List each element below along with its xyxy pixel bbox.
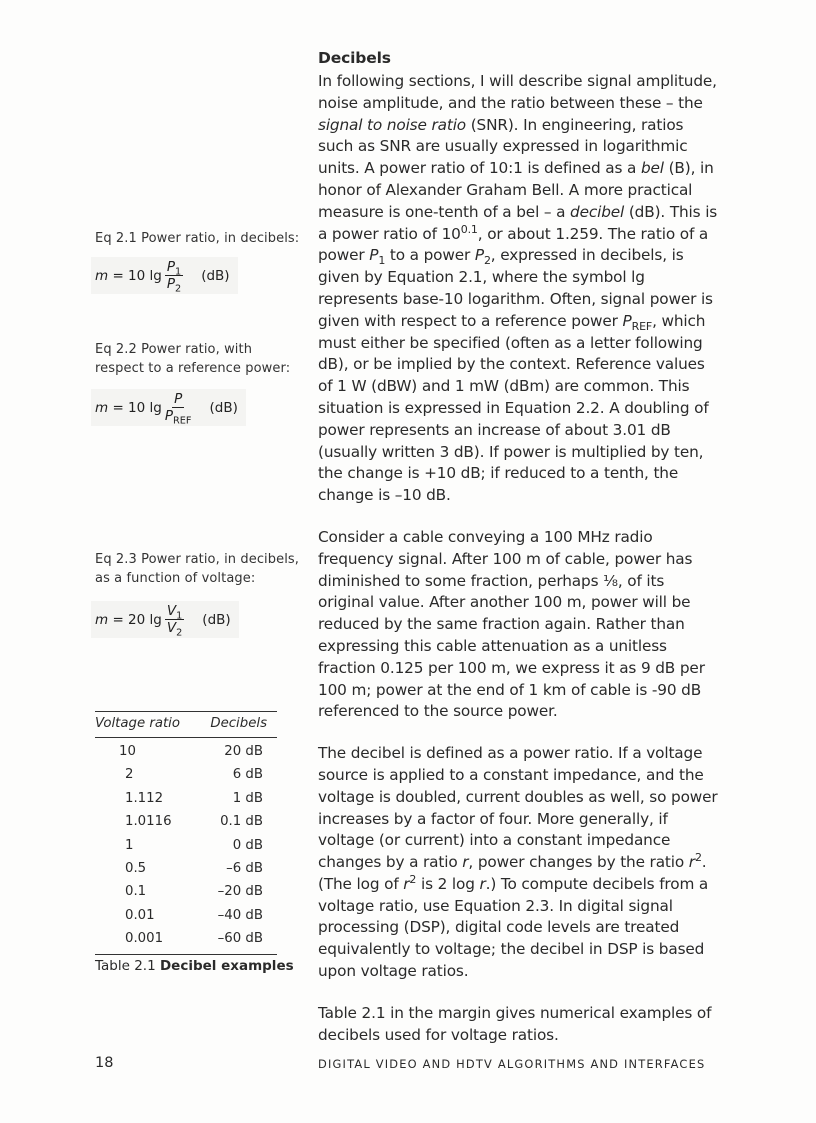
paragraph-4: Table 2.1 in the margin gives numerical examples of decibels used for voltage ratios. [318,1003,712,1044]
section-title: Decibels [318,49,391,67]
paragraph-1: In following sections, I will describe signal amplitude, noise amplitude, and the ratio between these – the signal to noise ratio (SNR). In engineering, ratios such as SNR are usually expressed in logarithmic units. A power ratio of 10:1 is defined as a bel (B), in honor of Alexander Graham Bell. A more practical measure is one-tenth of a bel – a decibel (dB). This is a power ratio of $10^{0.1}$, or about 1.259. The ratio of a power $P_1$ to a power $P_2$, expressed in decibels, is given by Equation 2.1, where the symbol lg represents base-10 logarithm. Often, signal power is given with respect to a reference power $P_{REF}$, which must either be specified (often as a letter following dB), or be implied by the context. Reference values of 1 W (dBW) and 1 mW (dBm) are common. This situation is expressed in Equation 2.2. A doubling of power represents an increase of about 3.01 dB (usually written 3 dB). If power is multiplied by ten, the change is +10 dB; if reduced to a tenth, the change is –10 dB. [318,72,718,505]
page-number: 18 [95,1055,114,1071]
table-caption: Table 2.1 Decibel examples [95,958,294,974]
table-row: 0.01 –40 dB [125,907,263,923]
eq-2-1-caption: Eq 2.1 Power ratio, in decibels: [95,231,300,246]
table-row: 2 6 dB [125,767,263,783]
eq-2-2-caption: Eq 2.2 Power ratio, with respect to a reference power: [95,342,291,376]
table-row: 1.112 1 dB [125,790,263,806]
header-decibels: Decibels [210,716,267,731]
table-bottom-rule [95,954,277,955]
table-header [95,712,277,738]
running-head: DIGITAL VIDEO AND HDTV ALGORITHMS AND INTERFACES [318,1057,706,1071]
eq-2-3-caption: Eq 2.3 Power ratio, in decibels, as a function of voltage: [95,552,300,586]
eq-2-3: m = 20 lg $\frac{V_1}{V_2}$ (dB) [91,601,239,638]
paragraph-2: Consider a cable conveying a 100 MHz radio frequency signal. After 100 m of cable, power has diminished to some fraction, perhaps ⅛, of its original value. After another 100 m, power will be reduced by the same fraction again. Rather than expressing this cable attenuation as a unitless fraction 0.125 per 100 m, we express it as 9 dB per 100 m; power at the end of 1 km of cable is -90 dB referenced to the source power. [318,527,705,721]
eq-2-1: m = 10 lg $\frac{P_1}{P_2}$ (dB) [91,257,238,294]
paragraph-3: The decibel is defined as a power ratio. If a voltage source is applied to a constant impedance, and the voltage is doubled, current doubles as well, so power increases by a factor of four. More generally, if voltage (or current) into a constant impedance changes by a ratio r, power changes by the ratio $r^2$. (The log of $r^2$ is 2 log r.) To compute decibels from a voltage ratio, use Equation 2.3. In digital signal processing (DSP), digital code levels are treated equivalently to voltage; the decibel in DSP is based upon voltage ratios. [318,744,718,981]
eq-2-2: m = 10 lg $\frac{P}{P_{REF}}$ (dB) [91,389,246,426]
header-voltage-ratio: Voltage ratio [95,716,181,731]
table-row: 1.0116 0.1 dB [125,814,263,830]
table-row: 0.5 –6 dB [125,860,263,876]
table-row: 0.001 –60 dB [125,931,263,947]
table-row: 10 20 dB [119,744,263,759]
table-row: 1 0 dB [125,837,263,853]
table-row: 0.1 –20 dB [125,884,263,900]
main-text-column [318,48,718,1046]
decibel-table [95,711,277,955]
